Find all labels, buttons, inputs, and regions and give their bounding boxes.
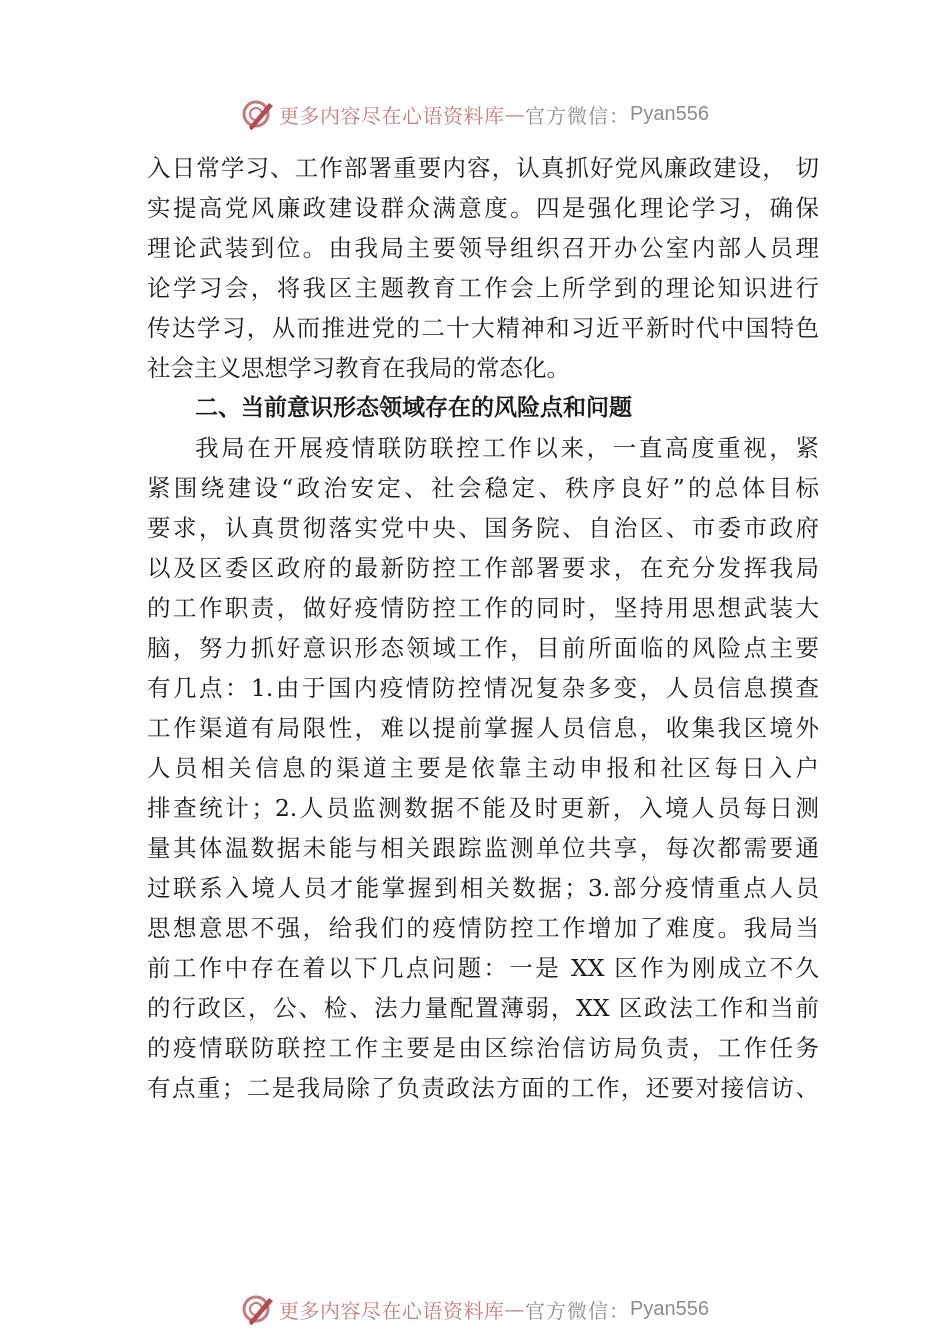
header-watermark: [0, 94, 950, 134]
text-line: 人员相关信息的渠道主要是依靠主动申报和社区每日入户: [147, 754, 819, 782]
watermark-separator: —: [504, 102, 526, 126]
document-body: [147, 148, 819, 1108]
paragraph-risks: [147, 428, 819, 1108]
watermark-separator: —: [504, 1297, 526, 1321]
text-line: 脑，努力抓好意识形态领域工作，目前所面临的风险点主要: [147, 634, 819, 662]
text-line: 前工作中存在着以下几点问题：一是 XX 区作为刚成立不久: [147, 954, 819, 982]
text-line: 入日常学习、工作部署重要内容，认真抓好党风廉政建设， 切: [147, 154, 819, 182]
pen-logo-icon: [241, 97, 275, 131]
watermark-text: 更多内容尽在心语资料库: [279, 1298, 505, 1323]
watermark-text: 更多内容尽在心语资料库: [279, 103, 505, 128]
text-line: 紧围绕建设“政治安定、社会稳定、秩序良好”的总体目标: [147, 474, 819, 502]
paragraph-continuation: [147, 148, 819, 388]
text-line: 论学习会，将我区主题教育工作会上所学到的理论知识进行: [147, 274, 819, 302]
watermark-label: 官方微信：: [525, 1298, 631, 1323]
text-line: 实提高党风廉政建设群众满意度。四是强化理论学习，确保: [147, 194, 819, 222]
text-line: 的工作职责，做好疫情防控工作的同时，坚持用思想武装大: [147, 594, 819, 622]
text-line: 的行政区，公、检、法力量配置薄弱，XX 区政法工作和当前: [147, 994, 819, 1022]
text-line: 量其体温数据未能与相关跟踪监测单位共享，每次都需要通: [147, 834, 819, 862]
text-line: 思想意思不强，给我们的疫情防控工作增加了难度。我局当: [147, 914, 819, 942]
watermark-label: 官方微信：: [525, 103, 631, 128]
text-line: 传达学习，从而推进党的二十大精神和习近平新时代中国特色: [147, 314, 819, 342]
text-line: 过联系入境人员才能掌握到相关数据；3.部分疫情重点人员: [147, 874, 819, 902]
text-line: 排查统计；2.人员监测数据不能及时更新，入境人员每日测: [147, 794, 819, 822]
text-line: 有点重；二是我局除了负责政法方面的工作，还要对接信访、: [147, 1074, 819, 1102]
text-line: 有几点：1.由于国内疫情防控情况复杂多变，人员信息摸查: [147, 674, 819, 702]
text-line: 理论武装到位。由我局主要领导组织召开办公室内部人员理: [147, 234, 819, 262]
watermark-id: Pyan556: [630, 1297, 709, 1320]
text-line: 要求，认真贯彻落实党中央、国务院、自治区、市委市政府: [147, 514, 819, 542]
pen-logo-icon: [241, 1292, 275, 1326]
text-line: 以及区委区政府的最新防控工作部署要求，在充分发挥我局: [147, 554, 819, 582]
text-line: 我局在开展疫情联防联控工作以来，一直高度重视，紧: [195, 434, 819, 462]
text-line: 的疫情联防联控工作主要是由区综治信访局负责，工作任务: [147, 1034, 819, 1062]
text-line: 社会主义思想学习教育在我局的常态化。: [147, 354, 570, 382]
section-heading: 二、当前意识形态领域存在的风险点和问题: [195, 395, 632, 421]
watermark-id: Pyan556: [630, 102, 709, 125]
text-line: 工作渠道有局限性，难以提前掌握人员信息，收集我区境外: [147, 714, 819, 742]
footer-watermark: [0, 1289, 950, 1329]
